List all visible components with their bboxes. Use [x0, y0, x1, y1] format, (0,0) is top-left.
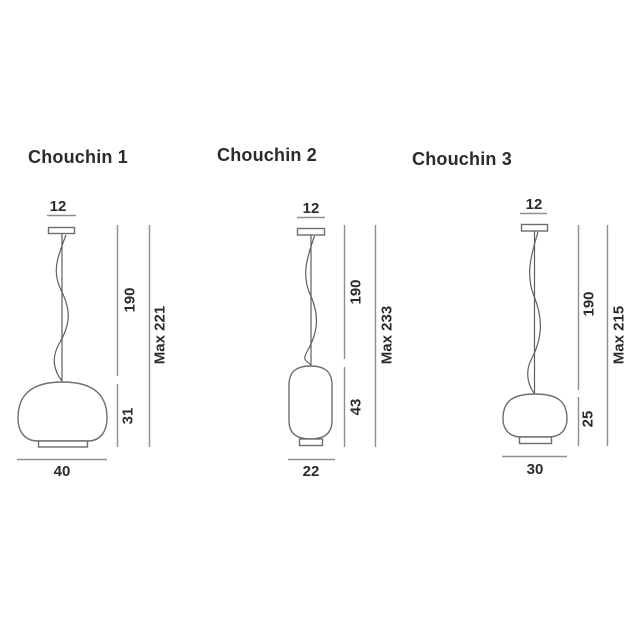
lamp-drawing-chouchin-2 — [288, 218, 376, 460]
shade-width-label-1: 40 — [53, 463, 71, 480]
power-cord-1 — [54, 235, 68, 381]
shade-height-label-1: 31 — [119, 407, 137, 425]
shade-height-label-2: 43 — [347, 398, 365, 416]
lamp-shade-1 — [18, 382, 107, 441]
shade-height-label-3: 25 — [579, 410, 597, 428]
ceiling-canopy-3 — [522, 225, 548, 232]
canopy-width-label-1: 12 — [49, 198, 67, 215]
cord-length-label-3: 190 — [580, 291, 598, 317]
ceiling-canopy-1 — [49, 228, 75, 234]
diagram-title-3: Chouchin 3 — [412, 149, 512, 169]
lamp-shade-2 — [289, 366, 332, 439]
shade-base-3 — [520, 437, 552, 444]
shade-width-label-2: 22 — [302, 463, 320, 480]
ceiling-canopy-2 — [298, 229, 325, 236]
canopy-width-label-2: 12 — [302, 200, 320, 217]
cord-length-label-2: 190 — [347, 279, 365, 305]
max-height-label-3: Max 215 — [610, 305, 628, 365]
max-height-label-2: Max 233 — [378, 305, 396, 365]
canopy-width-label-3: 12 — [525, 196, 543, 213]
shade-base-1 — [39, 441, 88, 447]
lamp-shade-3 — [503, 394, 567, 437]
diagram-title-2: Chouchin 2 — [217, 145, 317, 165]
cord-length-label-1: 190 — [121, 287, 139, 313]
diagram-title-1: Chouchin 1 — [28, 147, 128, 167]
shade-width-label-3: 30 — [526, 461, 544, 478]
max-height-label-1: Max 221 — [151, 305, 169, 365]
shade-base-2 — [300, 439, 323, 446]
